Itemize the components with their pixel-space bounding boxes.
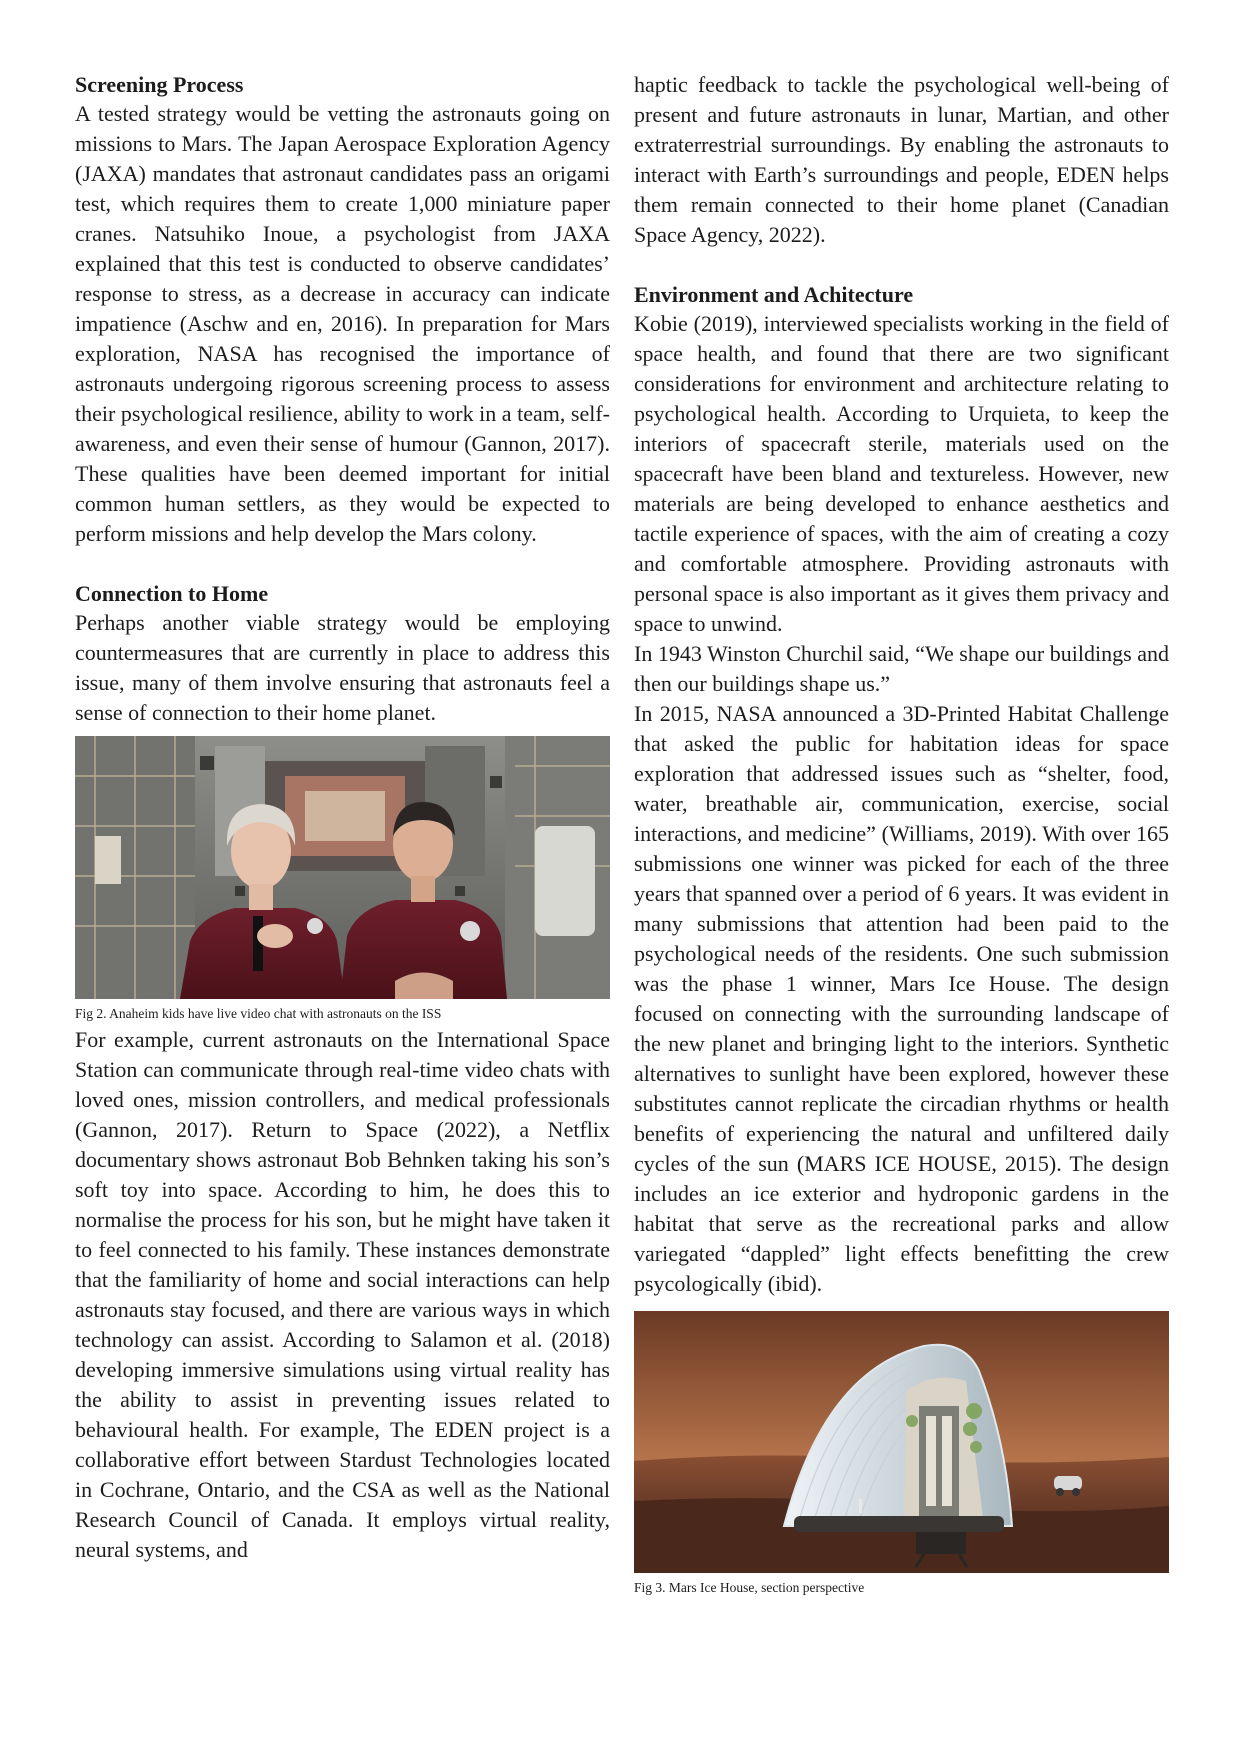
figure-3 xyxy=(634,1311,1169,1597)
mars-ice-house-render xyxy=(634,1311,1169,1573)
iss-astronauts-photo xyxy=(75,736,610,999)
churchill-quote-paragraph: In 1943 Winston Churchil said, “We shape our buildings and then our buildings shape us.” xyxy=(634,641,1169,696)
section-gap xyxy=(75,549,610,579)
eden-continuation-paragraph: haptic feedback to tackle the psychological well-being of present and future astronauts in lunar, Martian, and other extraterrestrial surroundings. By enabling the astronauts to interact with Earth’s surroundings and people, EDEN helps them remain connected to their home planet (Canadian Space Agency, 2022). xyxy=(634,72,1169,247)
screening-heading: Screening Process xyxy=(75,72,244,97)
connection-continuation-paragraph: For example, current astronauts on the International Space Station can communicate through real-time video chats with loved ones, mission controllers, and medical professionals (Gannon, 2017). Return to Space (2022), a Netflix documentary shows astronaut Bob Behnken taking his son’s soft toy into space. According to him, he does this to normalise the process for his son, but he might have taken it to feel connected to his family. These instances demonstrate that the familiarity of home and social interactions can help astronauts stay focused, and there are various ways in which technology can assist. According to Salamon et al. (2018) developing immersive simulations using virtual reality has the ability to assist in preventing issues related to behavioural health. For example, The EDEN project is a collaborative effort between Stardust Technologies located in Cochrane, Ontario, and the CSA as well as the National Research Council of Canada. It employs virtual reality, neural systems, and xyxy=(75,1027,610,1562)
right-column xyxy=(634,70,1169,1599)
figure-2 xyxy=(75,736,610,1023)
nasa-habitat-paragraph: In 2015, NASA announced a 3D-Printed Habitat Challenge that asked the public for habitation ideas for space exploration that addressed issues such as “shelter, food, water, breathable air, communication, exercise, social interactions, and medicine” (Williams, 2019). With over 165 submissions one winner was picked for each of the three years that spanned over a period of 6 years. It was evident in many submissions that attention had been paid to the psychological needs of the residents. One such submission was the phase 1 winner, Mars Ice House. The design focused on connecting with the surrounding landscape of the new planet and bringing light to the interiors. Synthetic alternatives to sunlight have been explored, however these substitutes cannot replicate the circadian rhythms or health benefits of experiencing the natural and unfiltered daily cycles of the sun (MARS ICE HOUSE, 2015). The design includes an ice exterior and hydroponic gardens in the habitat that serve as the recreational parks and allow variegated “dappled” light effects benefitting the crew psycologically (ibid). xyxy=(634,701,1169,1296)
connection-paragraph: Perhaps another viable strategy would be employing countermeasures that are currently in place to address this issue, many of them involve ensuring that astronauts feel a sense of connection to their home planet. xyxy=(75,610,610,725)
environment-paragraph: Kobie (2019), interviewed specialists working in the field of space health, and found that there are two significant considerations for environment and architecture relating to psychological health. According to Urquieta, to keep the interiors of spacecraft sterile, materials used on the spacecraft have been bland and textureless. However, new materials are being developed to enhance aesthetics and tactile experience of spaces, with the aim of creating a cozy and comfortable atmosphere. Providing astronauts with personal space is also important as it gives them privacy and space to unwind. xyxy=(634,311,1169,636)
screening-paragraph: A tested strategy would be vetting the astronauts going on missions to Mars. The Japan Aerospace Exploration Agency (JAXA) mandates that astronaut candidates pass an origami test, which requires them to create 1,000 miniature paper cranes. Natsuhiko Inoue, a psychologist from JAXA explained that this test is conducted to observe candidates’ response to stress, as a decrease in accuracy can indicate impatience (Aschw and en, 2016). In preparation for Mars exploration, NASA has recognised the importance of astronauts undergoing rigorous screening process to assess their psychological resilience, ability to work in a team, self-awareness, and even their sense of humour (Gannon, 2017). These qualities have been deemed important for initial common human settlers, as they would be expected to perform missions and help develop the Mars colony. xyxy=(75,101,610,546)
section-gap xyxy=(634,250,1169,280)
environment-heading: Environment and Achitecture xyxy=(634,282,914,307)
connection-heading: Connection to Home xyxy=(75,581,269,606)
figure-3-caption: Fig 3. Mars Ice House, section perspective xyxy=(634,1580,865,1595)
figure-2-caption: Fig 2. Anaheim kids have live video chat with astronauts on the ISS xyxy=(75,1006,442,1021)
left-column xyxy=(75,70,610,1565)
